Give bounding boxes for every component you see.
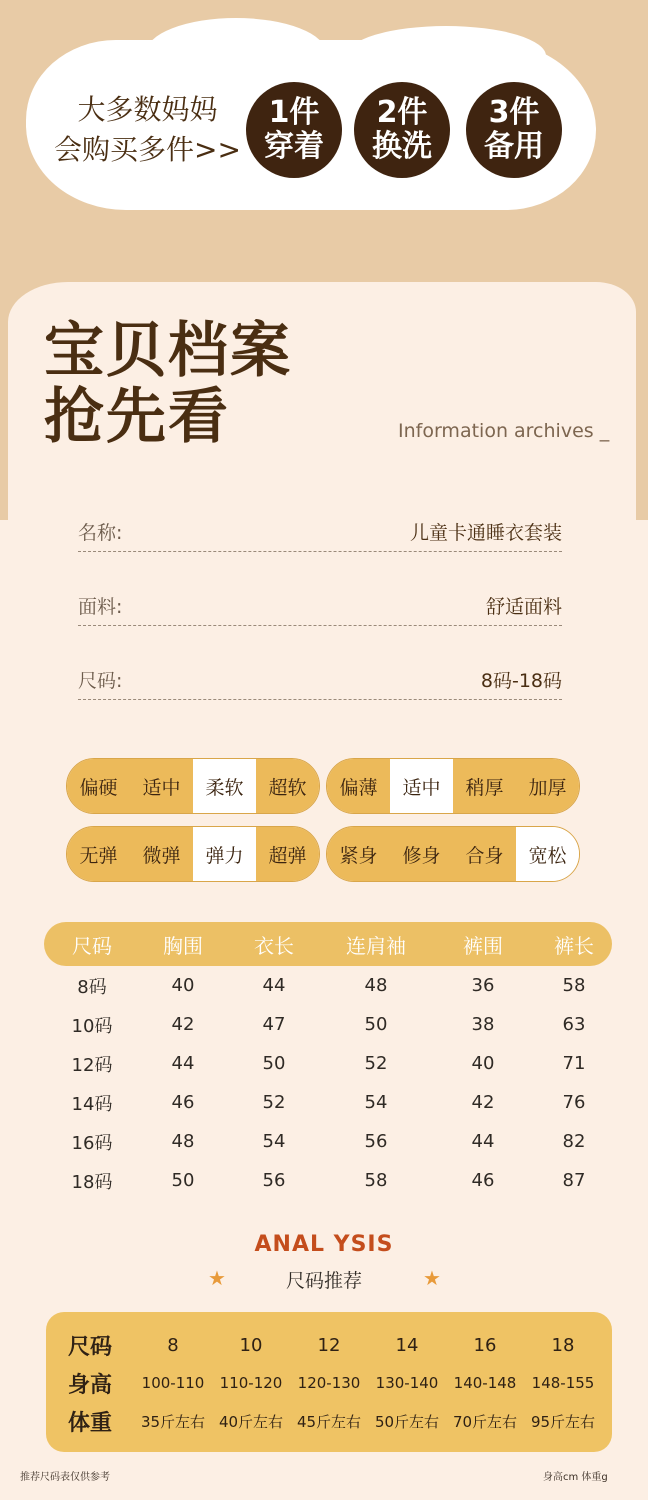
feature-option: 适中 (130, 759, 193, 813)
circle-2件 (354, 82, 450, 178)
recommend-cell: 16 (473, 1334, 497, 1356)
feature-option: 无弹 (67, 827, 130, 881)
circle-bottom: 换洗 (372, 129, 432, 164)
table-cell: 54 (364, 1092, 388, 1113)
circle-top: 2件 (376, 95, 428, 130)
table-row (44, 1122, 612, 1161)
table-cell: 42 (471, 1092, 495, 1113)
table-cell: 56 (364, 1131, 388, 1152)
recommend-cell: 10 (239, 1334, 263, 1356)
feature-option: 超软 (256, 759, 319, 813)
table-row (44, 1083, 612, 1122)
table-cell: 10码 (71, 1015, 113, 1037)
table-cell: 82 (562, 1131, 586, 1152)
circle-1件 (246, 82, 342, 178)
footer-note-right: 身高cm 体重g (543, 1472, 608, 1483)
table-cell: 54 (262, 1131, 286, 1152)
recommend-cell: 35斤左右 (140, 1412, 206, 1431)
title-line-2: 抢先看 (44, 382, 230, 452)
header-cell: 衣长 (254, 933, 294, 958)
recommend-cell: 110-120 (219, 1374, 283, 1392)
feature-fit (326, 826, 580, 882)
table-cell: 58 (562, 975, 586, 996)
table-cell: 44 (262, 975, 286, 996)
header-cell: 裤长 (554, 933, 594, 958)
table-cell: 50 (364, 1014, 388, 1035)
info-value: 8码-18码 (480, 670, 562, 692)
table-cell: 47 (262, 1014, 286, 1035)
recommend-cell: 70斤左右 (452, 1412, 518, 1431)
table-row (44, 1044, 612, 1083)
feature-softness (66, 758, 320, 814)
table-cell: 38 (471, 1014, 495, 1035)
table-cell: 87 (562, 1170, 586, 1191)
table-cell: 56 (262, 1170, 286, 1191)
table-cell: 50 (171, 1170, 195, 1191)
table-cell: 58 (364, 1170, 388, 1191)
info-label: 面料: (78, 596, 123, 618)
recommend-cell: 50斤左右 (374, 1412, 440, 1431)
table-cell: 52 (364, 1053, 388, 1074)
table-cell: 14码 (71, 1093, 113, 1115)
circle-3件 (466, 82, 562, 178)
subtitle-en: Information archives _ (398, 420, 610, 442)
table-cell: 42 (171, 1014, 195, 1035)
recommend-cell: 100-110 (141, 1374, 205, 1392)
recommend-row-header: 体重 (67, 1410, 112, 1436)
recommend-cell: 45斤左右 (296, 1412, 362, 1431)
feature-option: 超弹 (256, 827, 319, 881)
circle-bottom: 穿着 (264, 129, 324, 164)
feature-elasticity (66, 826, 320, 882)
recommend-cell: 8 (167, 1334, 179, 1356)
recommend-cell: 12 (317, 1334, 341, 1356)
info-value: 儿童卡通睡衣套装 (409, 522, 562, 544)
recommend-row (46, 1364, 612, 1402)
table-cell: 76 (562, 1092, 586, 1113)
table-cell: 48 (171, 1131, 195, 1152)
feature-option: 合身 (453, 827, 516, 881)
table-row (44, 1161, 612, 1200)
feature-option: 偏硬 (67, 759, 130, 813)
table-cell: 44 (471, 1131, 495, 1152)
info-value: 舒适面料 (485, 596, 562, 618)
table-cell: 44 (171, 1053, 195, 1074)
recommend-cell: 140-148 (453, 1374, 517, 1392)
table-cell: 12码 (71, 1054, 113, 1076)
feature-option: 紧身 (327, 827, 390, 881)
recommend-cell: 14 (395, 1334, 419, 1356)
table-cell: 52 (262, 1092, 286, 1113)
circle-top: 3件 (488, 95, 540, 130)
circle-top: 1件 (268, 95, 320, 130)
star-icon: ★ (423, 1266, 441, 1290)
title-line-1: 宝贝档案 (44, 316, 292, 386)
table-cell: 63 (562, 1014, 586, 1035)
info-row-size (78, 660, 562, 700)
table-cell: 46 (171, 1092, 195, 1113)
table-cell: 46 (471, 1170, 495, 1191)
recommend-row-header: 尺码 (67, 1334, 112, 1360)
info-label: 尺码: (78, 670, 123, 692)
table-cell: 40 (171, 975, 195, 996)
recommend-cell: 40斤左右 (218, 1412, 284, 1431)
feature-option: 适中 (390, 759, 453, 813)
table-cell: 48 (364, 975, 388, 996)
feature-option: 偏薄 (327, 759, 390, 813)
feature-option: 宽松 (516, 827, 579, 881)
recommend-table (46, 1312, 612, 1452)
recommend-title: 尺码推荐 (285, 1270, 362, 1292)
feature-option: 微弹 (130, 827, 193, 881)
info-row-name (78, 512, 562, 552)
recommend-row (46, 1402, 612, 1440)
promo-line-1: 大多数妈妈 (77, 93, 218, 126)
table-row (44, 966, 612, 1005)
footer-note-left: 推荐尺码表仅供参考 (20, 1472, 110, 1483)
feature-thickness (326, 758, 580, 814)
star-icon: ★ (208, 1266, 226, 1290)
size-table-header (44, 922, 612, 966)
recommend-row-header: 身高 (67, 1372, 112, 1398)
table-row (44, 1005, 612, 1044)
feature-option: 稍厚 (453, 759, 516, 813)
recommend-cell: 120-130 (297, 1374, 361, 1392)
recommend-row (46, 1326, 612, 1364)
table-cell: 16码 (71, 1132, 113, 1154)
table-cell: 8码 (77, 976, 107, 998)
recommend-cell: 130-140 (375, 1374, 439, 1392)
table-cell: 18码 (71, 1171, 113, 1193)
info-row-fabric (78, 586, 562, 626)
analysis-title: ANAL YSIS (254, 1232, 394, 1257)
feature-option: 加厚 (516, 759, 579, 813)
recommend-cell: 148-155 (531, 1374, 595, 1392)
feature-option: 柔软 (193, 759, 256, 813)
promo-text (54, 90, 241, 170)
feature-option: 修身 (390, 827, 453, 881)
recommend-cell: 18 (551, 1334, 575, 1356)
promo-line-2: 会购买多件>> (54, 133, 241, 166)
table-cell: 71 (562, 1053, 586, 1074)
table-cell: 36 (471, 975, 495, 996)
page-title (44, 318, 292, 450)
table-cell: 50 (262, 1053, 286, 1074)
size-table-body (44, 966, 612, 1200)
header-cell: 连肩袖 (346, 933, 406, 958)
recommend-cell: 95斤左右 (530, 1412, 596, 1431)
header-cell: 胸围 (163, 933, 203, 958)
header-cell: 裤围 (463, 933, 503, 958)
table-cell: 40 (471, 1053, 495, 1074)
header-cell: 尺码 (72, 933, 112, 958)
feature-option: 弹力 (193, 827, 256, 881)
info-label: 名称: (78, 522, 123, 544)
circle-bottom: 备用 (484, 129, 544, 164)
